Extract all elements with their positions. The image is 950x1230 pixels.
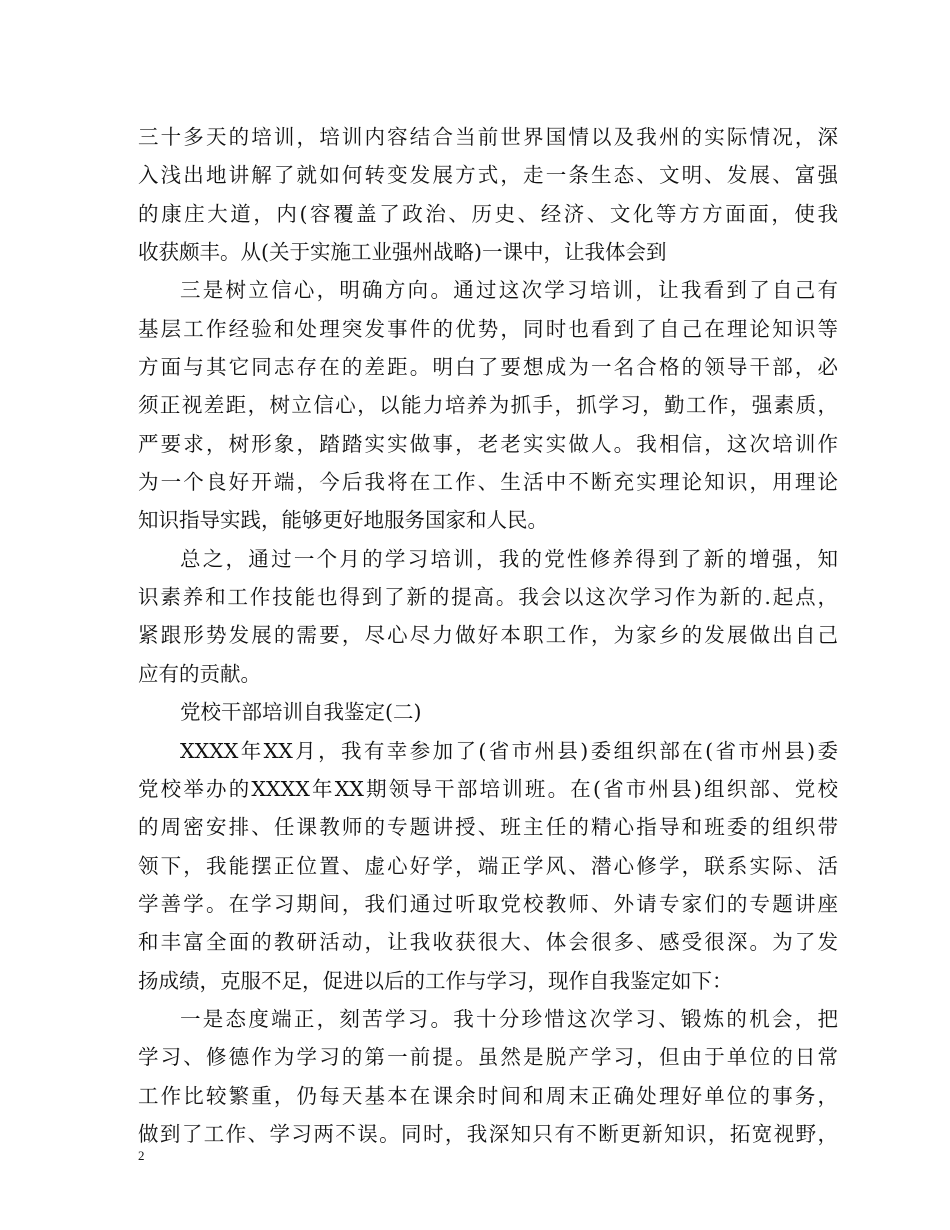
text-line: 的康庄大道，内(容覆盖了政治、历史、经济、文化等方方面面，使我 [138, 201, 838, 226]
text-line: 须正视差距，树立信心，以能力培养为抓手，抓学习，勤工作，强素质， [138, 393, 838, 418]
text-line: 知识指导实践，能够更好地服务国家和人民。 [138, 508, 548, 533]
text-line: 做到了工作、学习两不误。同时，我深知只有不断更新知识，拓宽视野， [138, 1121, 838, 1146]
text-line: 学习、修德作为学习的第一前提。虽然是脱产学习，但由于单位的日常 [138, 1045, 838, 1070]
paragraph-start-line: 一是态度端正，刻苦学习。我十分珍惜这次学习、锻炼的机会，把 [180, 1006, 838, 1031]
text-line: 学善学。在学习期间，我们通过听取党校教师、外请专家们的专题讲座 [138, 891, 838, 916]
paragraph-start-line: XXXX年XX月，我有幸参加了(省市州县)委组织部在(省市州县)委 [180, 738, 838, 763]
text-line: 方面与其它同志存在的差距。明白了要想成为一名合格的领导干部，必 [138, 355, 838, 380]
page-number: 2 [138, 1148, 145, 1163]
text-line: 工作比较繁重，仍每天基本在课余时间和周末正确处理好单位的事务， [138, 1083, 838, 1108]
text-line: 应有的贡献。 [138, 661, 261, 686]
text-line: 的周密安排、任课教师的专题讲授、班主任的精心指导和班委的组织带 [138, 815, 838, 840]
text-line: 领下，我能摆正位置、虚心好学，端正学风、潜心修学，联系实际、活 [138, 853, 838, 878]
document-body [138, 118, 838, 1153]
paragraph-start-line: 总之，通过一个月的学习培训，我的党性修养得到了新的增强，知 [180, 546, 838, 571]
text-line: 入浅出地讲解了就如何转变发展方式，走一条生态、文明、发展、富强 [138, 163, 838, 188]
text-line: 收获颇丰。从(关于实施工业强州战略)一课中，让我体会到 [138, 240, 667, 265]
text-line: 扬成绩，克服不足，促进以后的工作与学习，现作自我鉴定如下： [138, 968, 733, 993]
paragraph-start-line: 三是树立信心，明确方向。通过这次学习培训，让我看到了自己有 [180, 278, 838, 303]
text-line: 识素养和工作技能也得到了新的提高。我会以这次学习作为新的.起点， [138, 585, 838, 610]
section-heading: 党校干部培训自我鉴定(二) [180, 700, 422, 725]
text-line: 和丰富全面的教研活动，让我收获很大、体会很多、感受很深。为了发 [138, 930, 838, 955]
text-line: 三十多天的培训，培训内容结合当前世界国情以及我州的实际情况，深 [138, 125, 838, 149]
text-line: 为一个良好开端，今后我将在工作、生活中不断充实理论知识，用理论 [138, 470, 838, 495]
text-line: 党校举办的XXXX年XX期领导干部培训班。在(省市州县)组织部、党校 [138, 776, 838, 801]
text-line: 紧跟形势发展的需要，尽心尽力做好本职工作，为家乡的发展做出自己 [138, 623, 838, 648]
text-line: 严要求，树形象，踏踏实实做事，老老实实做人。我相信，这次培训作 [138, 431, 838, 456]
text-line: 基层工作经验和处理突发事件的优势，同时也看到了自己在理论知识等 [138, 316, 838, 341]
